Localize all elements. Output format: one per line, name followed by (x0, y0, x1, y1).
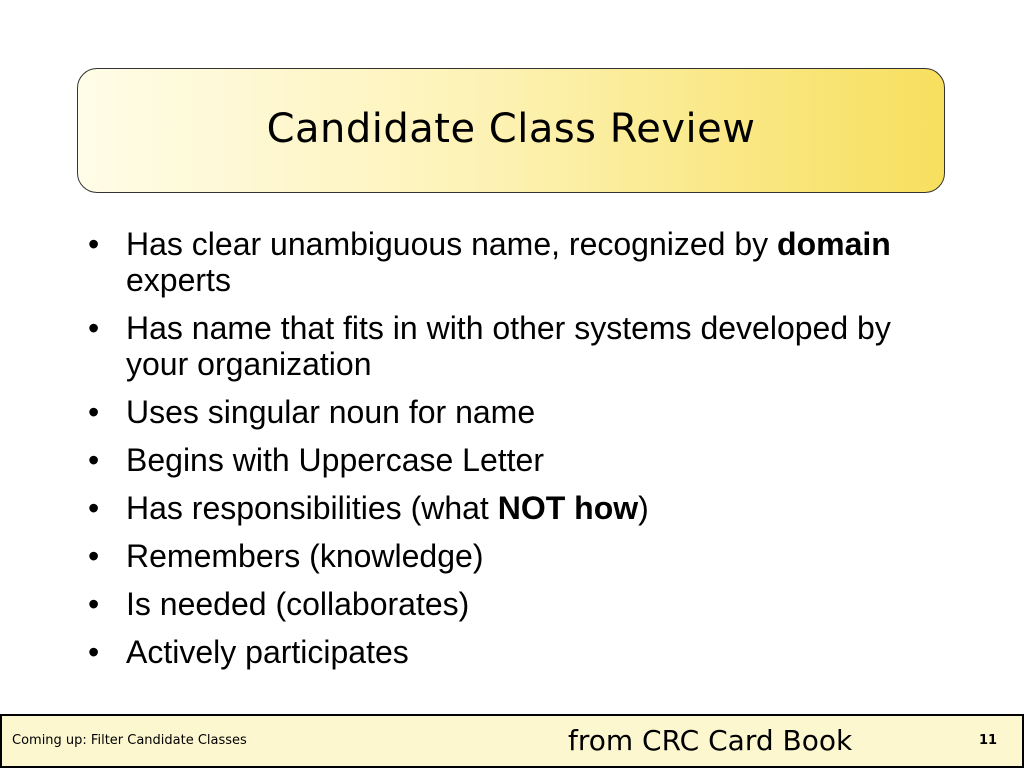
bullet-item (88, 442, 948, 478)
page-number: 11 (979, 733, 998, 748)
bullet-item (88, 490, 948, 526)
bullet-text: Is needed (collaborates) (126, 586, 470, 622)
bullet-icon: • (88, 490, 100, 526)
bullet-item (88, 310, 948, 382)
title-banner (77, 68, 945, 193)
bullet-text-tail: ) (638, 490, 649, 526)
footer-source: from CRC Card Book (568, 724, 853, 757)
bullet-text: Uses singular noun for name (126, 394, 536, 430)
bullet-list (88, 226, 948, 682)
bullet-text-tail: experts (126, 262, 231, 298)
bullet-item (88, 226, 948, 298)
footer-bar (0, 714, 1024, 768)
bullet-icon: • (88, 586, 100, 622)
bullet-text: Begins with Uppercase Letter (126, 442, 544, 478)
bullet-icon: • (88, 538, 100, 574)
bullet-text: Has name that fits in with other systems developed by your organization (126, 310, 891, 382)
bullet-icon: • (88, 394, 100, 430)
bullet-icon: • (88, 634, 100, 670)
bullet-text: Has responsibilities (what (126, 490, 498, 526)
bullet-text: Has clear unambiguous name, recognized by (126, 226, 778, 262)
bullet-emphasis: domain (777, 226, 891, 262)
bullet-icon: • (88, 310, 100, 346)
bullet-icon: • (88, 442, 100, 478)
bullet-icon: • (88, 226, 100, 262)
slide-title: Candidate Class Review (266, 105, 756, 152)
bullet-text: Remembers (knowledge) (126, 538, 484, 574)
bullet-item (88, 634, 948, 670)
bullet-emphasis: NOT how (497, 490, 639, 526)
footer-next-topic: Coming up: Filter Candidate Classes (12, 733, 247, 748)
bullet-text: Actively participates (126, 634, 409, 670)
bullet-item (88, 394, 948, 430)
bullet-item (88, 586, 948, 622)
bullet-item (88, 538, 948, 574)
